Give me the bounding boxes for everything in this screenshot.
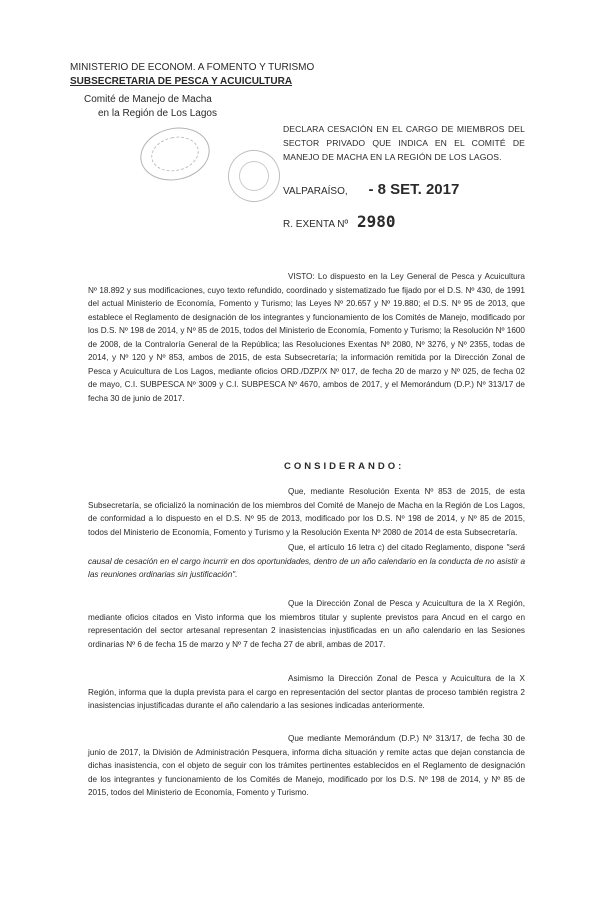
considerando-heading: CONSIDERANDO: bbox=[284, 461, 405, 472]
considerando-paragraph-1: Que, mediante Resolución Exenta Nº 853 de 2015, de esta Subsecretaría, se oficializó la nominación de los miembros del Comité de Manejo de Macha en la Región de Los Lagos, de conformidad a lo dispuesto en el D.S. Nº 95 de 2013, modificado por los D.S. Nº 198 de 2014, y Nº 85 de 2015, todos del Ministerio de Economía, Fomento y Turismo y la Resolución Exenta Nº 2080 de 2014 de esta Subsecretaría. bbox=[88, 487, 525, 537]
paragraph-2-quote: "será causal de cesación en el cargo incurrir en dos oportunidades, dentro de un año calendario en la conducta de no asistir a las reuniones ordinarias sin justificación". bbox=[88, 543, 525, 579]
date-place: VALPARAÍSO, bbox=[283, 186, 348, 197]
date-line bbox=[283, 181, 459, 198]
considerando-paragraph-5: Que mediante Memorándum (D.P.) Nº 313/17, de fecha 30 de junio de 2017, la División de Administración Pesquera, informa dicha situación y remite actas que dejan constancia de dichas inasistencia, con el objeto de seguir con los trámites pertinentes establecidos en el Reglamento de designación de los integrantes y funcionamiento de los Comités de Manejo, modificado por los D.S. Nº 198 de 2014, y Nº 85 de 2015, todos del Ministerio de Economía, Fomento y Turismo. bbox=[88, 734, 525, 797]
considerando-paragraph-4: Asimismo la Dirección Zonal de Pesca y Acuicultura de la X Región, informa que la dupla prevista para el cargo en representación del sector plantas de proceso también registra 2 inasistencias injustificadas durante el año calendario a las sesiones indicadas anteriormente. bbox=[88, 674, 525, 710]
resolution-subject: DECLARA CESACIÓN EN EL CARGO DE MIEMBROS DEL SECTOR PRIVADO QUE INDICA EN EL COMITÉ DE MANEJO DE MACHA EN LA REGIÓN DE LOS LAGOS. bbox=[283, 124, 525, 162]
visto-paragraph: VISTO: Lo dispuesto en la Ley General de Pesca y Acuicultura Nº 18.892 y sus modificaciones, cuyo texto refundido, coordinado y sistematizado fue fijado por el D.S. Nº 430, de 1991 del actual Ministerio de Economía, Fomento y Turismo; las Leyes Nº 20.657 y Nº 19.880; el D.S. Nº 95 de 2013, que establece el Reglamento de designación de los integrantes y funcionamiento de los Comités de Manejo, modificado por los D.S. Nº 198 de 2014, y Nº 85 de 2015, todos del Ministerio de Economía, Fomento y Turismo; la Resolución Nº 1600 de 2008, de la Contraloría General de la República; las Resoluciones Exentas Nº 2080, Nº 3276, y Nº 2355, todas de 2014, y Nº 120 y Nº 853, ambos de 2015, de esta Subsecretaría; la información remitida por la Dirección Zonal de Pesca y Acuicultura de Los Lagos, mediante oficios ORD./DZP/X Nº 017, de fecha 20 de marzo y Nº 025, de fecha 02 de mayo, C.I. SUBPESCA Nº 3009 y C.I. SUBPESCA Nº 4670, ambos de 2017, y el Memorándum (D.P.) Nº 313/17 de fecha 30 de junio de 2017. bbox=[88, 272, 525, 403]
considerando-paragraph-2 bbox=[88, 541, 525, 582]
date-value: - 8 SET. 2017 bbox=[368, 181, 460, 198]
comite-name: Comité de Manejo de Macha bbox=[84, 94, 212, 105]
paragraph-2-text: Que, el artículo 16 letra c) del citado Reglamento, dispone bbox=[288, 543, 507, 552]
comite-region: en la Región de Los Lagos bbox=[98, 108, 217, 119]
official-seal-icon bbox=[221, 143, 287, 209]
resolution-number-line bbox=[283, 212, 395, 231]
ministry-name: MINISTERIO DE ECONOM. A FOMENTO Y TURISMO bbox=[70, 62, 315, 73]
official-stamp-icon bbox=[135, 121, 214, 186]
considerando-paragraph-3: Que la Dirección Zonal de Pesca y Acuicultura de la X Región, mediante oficios citados en Visto informa que los miembros titular y suplente previstos para Ancud en el cargo en representación del sector artesanal representan 2 inasistencias injustificadas en un año calendario en las Sesiones ordinarias Nº 6 de fecha 15 de marzo y Nº 7 de fecha 27 de abril, ambas de 2017. bbox=[88, 599, 525, 649]
resolution-label: R. EXENTA Nº bbox=[283, 219, 349, 230]
subsecretaria-name: SUBSECRETARIA DE PESCA Y ACUICULTURA bbox=[70, 76, 293, 87]
resolution-number: 2980 bbox=[356, 212, 396, 231]
